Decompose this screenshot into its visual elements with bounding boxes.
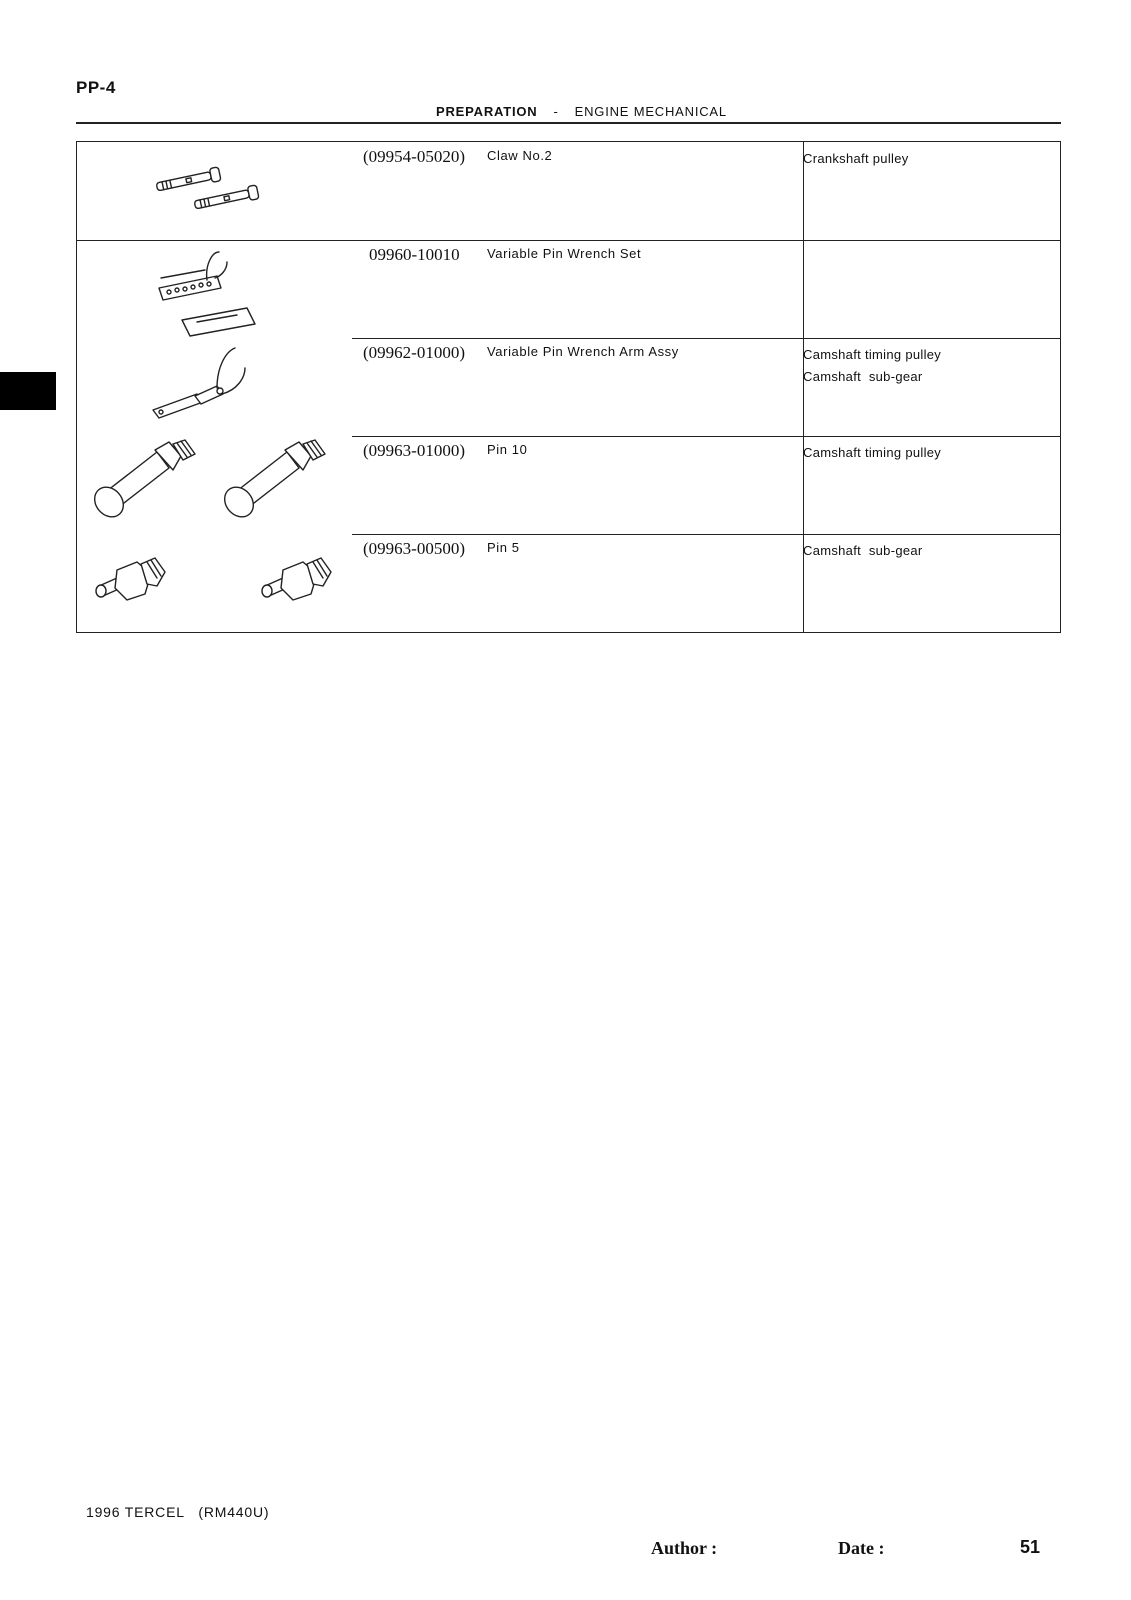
section-title: PREPARATION bbox=[436, 104, 538, 119]
part-number: (09954-05020) bbox=[363, 147, 465, 166]
pin-wrench-arm-icon bbox=[77, 338, 352, 436]
part-number: (09963-00500) bbox=[363, 539, 465, 558]
usage-cell bbox=[803, 148, 909, 170]
model-label: 1996 TERCEL (RM440U) bbox=[86, 1504, 270, 1520]
table-row bbox=[77, 338, 1060, 436]
table-row bbox=[77, 436, 1060, 534]
pin-5-icon bbox=[77, 534, 352, 632]
part-number: (09963-01000) bbox=[363, 441, 465, 460]
usage-cell bbox=[803, 344, 941, 388]
usage-item: Camshaft timing pulley bbox=[803, 347, 942, 362]
pin-wrench-set-icon bbox=[77, 240, 352, 338]
table-row bbox=[77, 240, 1060, 338]
part-number: 09960-10010 bbox=[369, 245, 460, 264]
usage-cell bbox=[803, 540, 923, 562]
part-name: Pin 10 bbox=[487, 442, 528, 457]
usage-cell bbox=[803, 442, 941, 464]
section-separator: - bbox=[553, 104, 559, 119]
table-row bbox=[77, 142, 1060, 240]
pin-10-icon bbox=[77, 436, 352, 534]
sst-table bbox=[76, 141, 1061, 633]
section-header bbox=[76, 102, 1061, 124]
part-name: Variable Pin Wrench Arm Assy bbox=[487, 344, 679, 359]
usage-item: Camshaft sub-gear bbox=[803, 543, 923, 558]
page-number: 51 bbox=[1020, 1537, 1041, 1557]
claw-bolts-icon bbox=[77, 142, 352, 240]
side-thumb-tab bbox=[0, 372, 56, 410]
author-label: Author : bbox=[651, 1538, 718, 1558]
part-name: Claw No.2 bbox=[487, 148, 553, 163]
section-subtitle: ENGINE MECHANICAL bbox=[574, 104, 727, 119]
usage-item: Crankshaft pulley bbox=[803, 151, 909, 166]
part-name: Variable Pin Wrench Set bbox=[487, 246, 642, 261]
part-number: (09962-01000) bbox=[363, 343, 465, 362]
usage-item: Camshaft timing pulley bbox=[803, 445, 942, 460]
date-label: Date : bbox=[838, 1538, 885, 1558]
part-name: Pin 5 bbox=[487, 540, 520, 555]
table-row bbox=[77, 534, 1060, 632]
page-code: PP-4 bbox=[76, 78, 116, 97]
usage-item: Camshaft sub-gear bbox=[803, 369, 923, 384]
